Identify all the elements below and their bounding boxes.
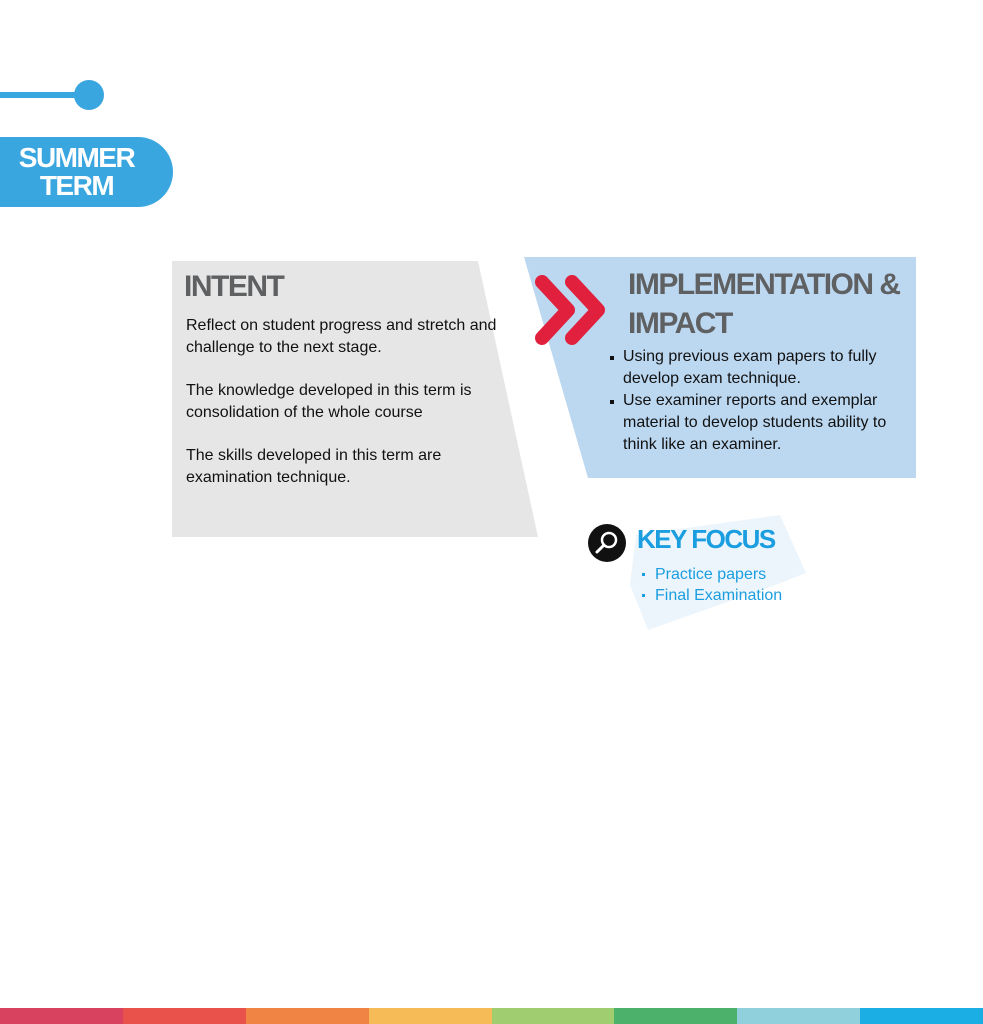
timeline-dot	[74, 80, 104, 110]
bottom-color-bar	[0, 1008, 983, 1024]
implementation-title	[628, 265, 918, 343]
color-bar-segment	[737, 1008, 860, 1024]
magnifier-icon	[588, 524, 626, 562]
key-focus-item: Practice papers	[640, 564, 782, 585]
color-bar-segment	[614, 1008, 737, 1024]
intent-paragraph: The skills developed in this term are examination technique.	[186, 447, 442, 486]
key-focus-list	[640, 564, 782, 606]
implementation-bullet: Using previous exam papers to fully develop exam technique.	[606, 346, 911, 390]
intent-text	[186, 315, 506, 510]
key-focus-item: Final Examination	[640, 585, 782, 606]
term-badge	[0, 137, 173, 207]
color-bar-segment	[123, 1008, 246, 1024]
double-chevron-icon	[532, 270, 616, 354]
term-badge-line1: SUMMER	[18, 142, 135, 173]
timeline-line	[0, 92, 80, 98]
key-focus-title: KEY FOCUS	[637, 524, 775, 554]
intent-paragraph: The knowledge developed in this term is consolidation of the whole course	[186, 382, 472, 421]
color-bar-segment	[0, 1008, 123, 1024]
color-bar-segment	[492, 1008, 615, 1024]
color-bar-segment	[860, 1008, 983, 1024]
color-bar-segment	[369, 1008, 492, 1024]
implementation-bullet: Use examiner reports and exemplar material to develop students ability to think like an examiner.	[606, 390, 911, 456]
term-badge-line2: TERM	[39, 170, 114, 201]
intent-title: INTENT	[184, 270, 284, 303]
intent-paragraph: Reflect on student progress and stretch and challenge to the next stage.	[186, 317, 497, 356]
color-bar-segment	[246, 1008, 369, 1024]
implementation-list	[606, 346, 911, 456]
implementation-title-line2: IMPACT	[628, 307, 732, 340]
implementation-title-line1: IMPLEMENTATION &	[628, 268, 900, 301]
